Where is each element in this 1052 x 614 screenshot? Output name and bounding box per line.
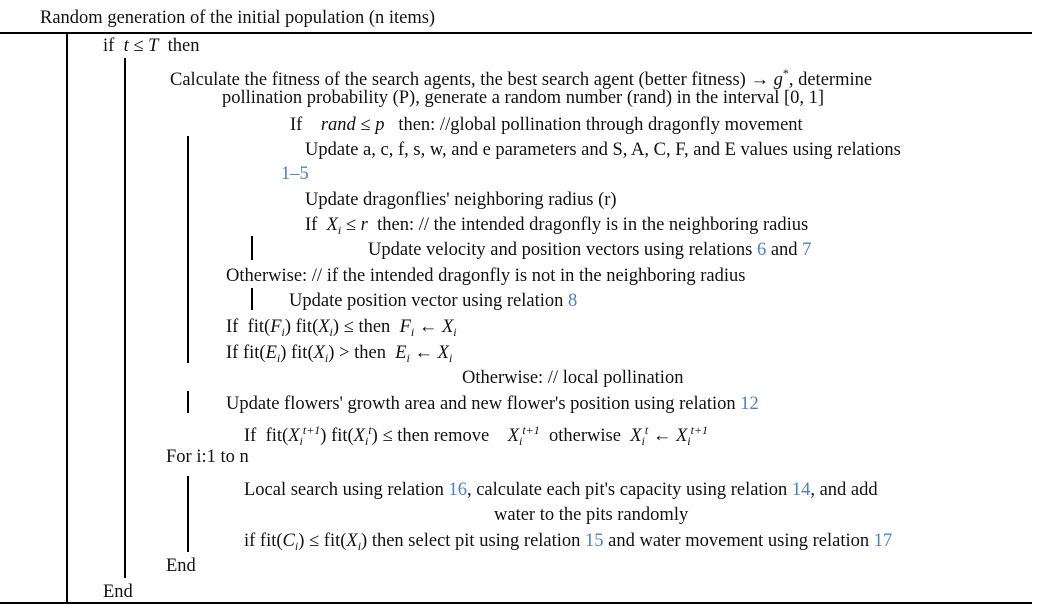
- relation-ref-8[interactable]: 8: [567, 291, 578, 311]
- if-rand-line: If rand ≤ p then: //global pollination through dragonfly movement: [290, 115, 803, 135]
- local-search-line-1: Local search using relation 16, calculate each pit's capacity using relation 14, and add: [244, 480, 878, 500]
- relation-ref-15[interactable]: 15: [585, 531, 604, 551]
- relation-ref-14[interactable]: 14: [791, 480, 811, 500]
- otherwise-bar: [251, 288, 253, 310]
- relation-ref-16[interactable]: 16: [448, 480, 467, 500]
- for-loop-bar: [187, 476, 189, 552]
- otherwise-local-line: Otherwise: // local pollination: [462, 368, 684, 388]
- update-params-line: Update a, c, f, s, w, and e parameters and S, A, C, F, and E values using relations: [305, 140, 901, 160]
- otherwise-neighbor-line: Otherwise: // if the intended dragonfly is not in the neighboring radius: [226, 266, 746, 286]
- if-block-bar: [124, 58, 126, 578]
- header-line: Random generation of the initial population (n items): [40, 8, 436, 28]
- relation-ref-17[interactable]: 17: [873, 531, 893, 551]
- update-velocity-line: Update velocity and position vectors using relations 6 and 7: [368, 240, 812, 260]
- if-fit-f-line: If $fit(F_i) fit(X_i)$ ≤ then $F_i$ ← $X_i$: [226, 317, 457, 339]
- local-pollination-bar: [187, 391, 189, 413]
- if-fit-x-line: If $fit(X_i^{t+1}) fit(X_i^t)$ ≤ then remove $X_i^{t+1}$ otherwise $X_i^t$ ← $X_i^{t+1}$: [244, 423, 709, 448]
- if-fit-e-line: If $fit(E_i) fit(X_i)$ > then $E_i$ ← $X_i$: [226, 343, 453, 365]
- calculate-line-2: pollination probability (P), generate a random number (rand) in the interval [0, 1]: [222, 88, 825, 108]
- top-rule: [0, 32, 1032, 34]
- relation-ref-6[interactable]: 6: [756, 240, 767, 260]
- update-flowers-line: Update flowers' growth area and new flower's position using relation 12: [226, 394, 759, 414]
- if-xi-line: If $X_i \le r$ then: // the intended dragonfly is in the neighboring radius: [305, 215, 809, 237]
- relation-ref-12[interactable]: 12: [740, 394, 759, 414]
- neighbor-bar: [251, 236, 253, 260]
- relation-ref-1-5[interactable]: 1–5: [281, 164, 309, 184]
- global-pollination-bar: [187, 136, 189, 363]
- calculate-line-1: Calculate the fitness of the search agents, the best search agent (better fitness) → g*, determine: [170, 66, 873, 90]
- end-outer-line: End: [103, 582, 133, 602]
- for-loop-line: For i:1 to n: [166, 447, 249, 467]
- local-search-line-2: water to the pits randomly: [494, 505, 689, 525]
- relation-ref-7[interactable]: 7: [802, 240, 812, 260]
- update-radius-line: Update dragonflies' neighboring radius (r): [305, 190, 617, 210]
- update-position-line: Update position vector using relation 8: [289, 291, 578, 311]
- cropped-text-fragment: [88, 600, 172, 614]
- end-inner-line: End: [166, 556, 196, 576]
- if-t-line: if t ≤ T then: [103, 36, 200, 56]
- if-fit-c-line: if $fit(C_i) \le fit(X_i)$ then select pit using relation 15 and water movement using relation 17: [244, 531, 893, 553]
- outer-block-bar: [66, 32, 68, 602]
